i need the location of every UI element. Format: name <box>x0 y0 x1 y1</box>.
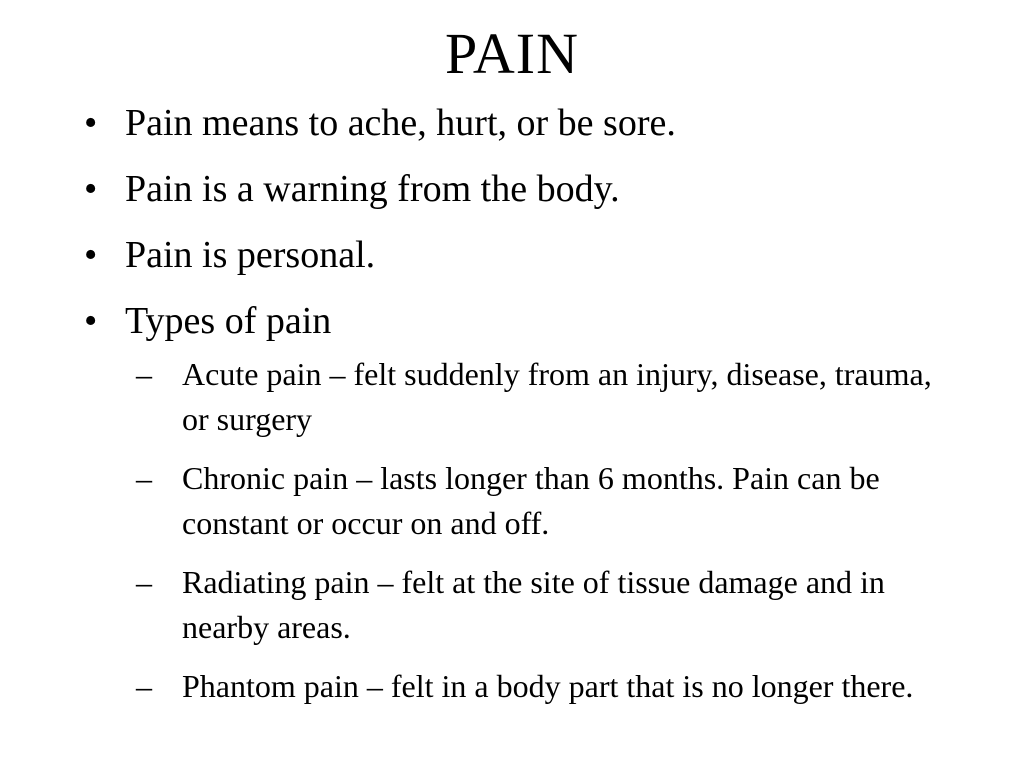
sub-bullet-list <box>125 352 964 709</box>
sub-bullet-item <box>136 664 952 709</box>
bullet-marker: • <box>84 168 98 210</box>
sub-bullet-text: Phantom pain – felt in a body part that is no longer there. <box>182 668 914 704</box>
sub-bullet-marker: – <box>136 356 152 392</box>
slide-title: PAIN <box>444 21 580 86</box>
sub-bullet-marker: – <box>136 460 152 496</box>
bullet-list <box>84 96 964 723</box>
sub-bullet-marker: – <box>136 668 152 704</box>
bullet-item <box>84 162 964 216</box>
bullet-marker: • <box>84 300 98 342</box>
sub-bullet-item <box>136 456 952 546</box>
bullet-text: Pain is a warning from the body. <box>125 168 620 210</box>
bullet-item <box>84 96 964 150</box>
sub-bullet-text: Chronic pain – lasts longer than 6 months. Pain can be constant or occur on and off. <box>182 460 880 541</box>
sub-bullet-item <box>136 560 952 650</box>
bullet-item <box>84 294 964 709</box>
sub-bullet-text: Acute pain – felt suddenly from an injury, disease, trauma, or surgery <box>182 356 932 437</box>
bullet-text: Pain is personal. <box>125 234 376 276</box>
sub-bullet-text: Radiating pain – felt at the site of tissue damage and in nearby areas. <box>182 564 885 645</box>
bullet-marker: • <box>84 102 98 144</box>
bullet-text: Types of pain <box>125 300 332 342</box>
sub-bullet-marker: – <box>136 564 152 600</box>
bullet-text: Pain means to ache, hurt, or be sore. <box>125 102 676 144</box>
sub-bullet-item <box>136 352 952 442</box>
bullet-item <box>84 228 964 282</box>
bullet-marker: • <box>84 234 98 276</box>
